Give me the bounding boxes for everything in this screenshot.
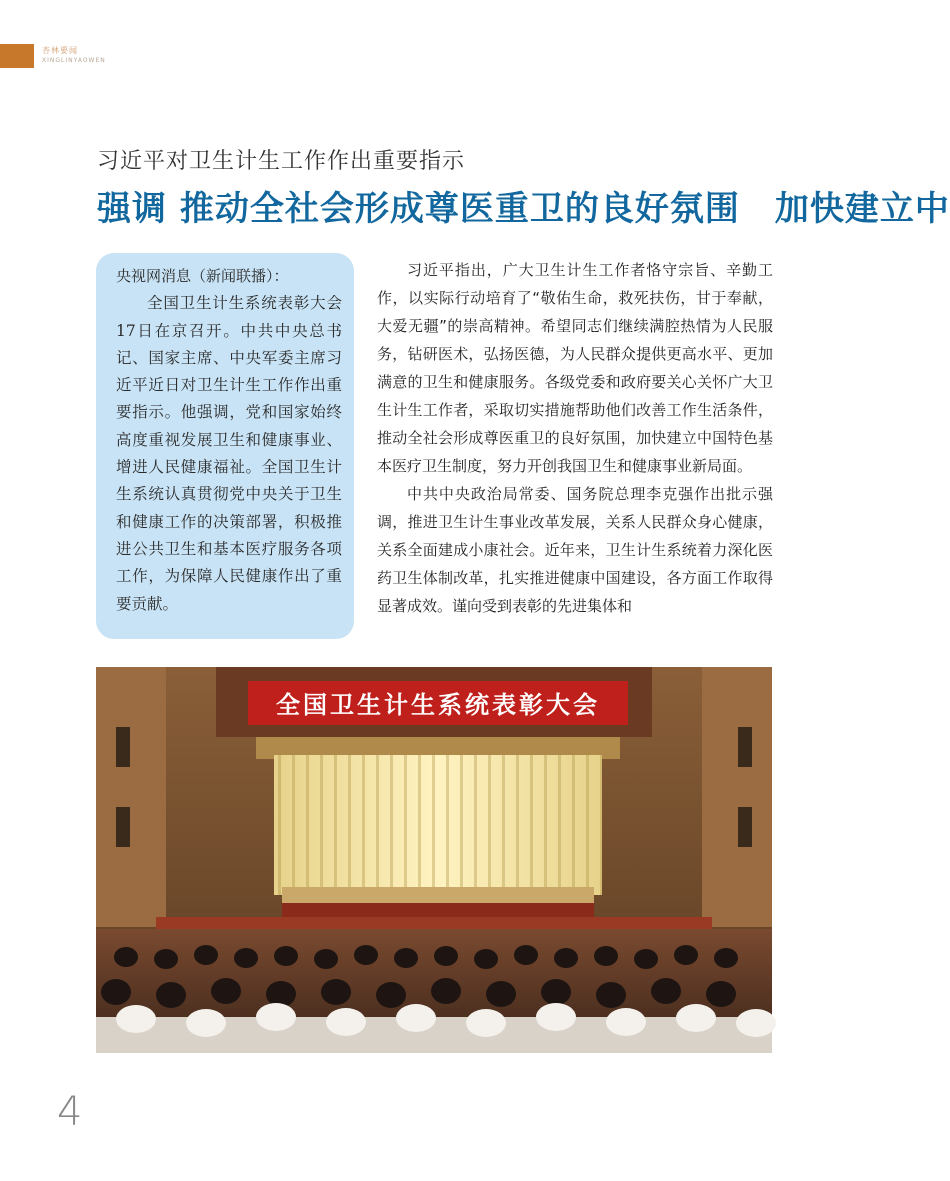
article-paragraph-2: 中共中央政治局常委、国务院总理李克强作出批示强调，推进卫生计生事业改革发展，关系人民群众身心健康，关系全面建成小康社会。近年来，卫生计生系统着力深化医药卫生体制改革，扎实推进健康中国建设，各方面工作取得显著成效。谨向受到表彰的先进集体和 <box>377 485 773 615</box>
article-paragraph-1: 习近平指出，广大卫生计生工作者恪守宗旨、辛勤工作，以实际行动培育了“敬佑生命，救死扶伤，甘于奉献，大爱无疆”的崇高精神。希望同志们继续满腔热情为人民服务，钻研医术，弘扬医德，为人民群众提供更高水平、更加满意的卫生和健康服务。各级党委和政府要关心关怀广大卫生计生工作者，采取切实措施帮助他们改善工作生活条件，推动全社会形成尊医重卫的良好氛围，加快建立中国特色基本医疗卫生制度，努力开创我国卫生和健康事业新局面。 <box>377 261 773 475</box>
article-body <box>377 256 773 620</box>
summary-text: 全国卫生计生系统表彰大会17日在京召开。中共中央总书记、国家主席、中央军委主席习近平近日对卫生计生工作作出重要指示。他强调，党和国家始终高度重视发展卫生和健康事业、增进人民健康福祉。全国卫生计生系统认真贯彻党中央关于卫生和健康工作的决策部署，积极推进公共卫生和基本医疗服务各项工作，为保障人民健康作出了重要贡献。 <box>116 294 342 613</box>
section-marker-bar <box>0 44 34 68</box>
page-number: 4 <box>57 1089 83 1135</box>
conference-photo <box>96 667 772 1053</box>
summary-box <box>96 253 354 639</box>
summary-source: 央视网消息（新闻联播）： <box>116 267 289 285</box>
banner-text: 全国卫生计生系统表彰大会 <box>276 691 600 719</box>
section-label: 杏林要闻 <box>42 46 78 55</box>
conference-hall-illustration <box>96 667 772 1053</box>
article-headline: 强调 推动全社会形成尊医重卫的良好氛围 加快建立中 <box>97 189 950 229</box>
article-kicker: 习近平对卫生计生工作作出重要指示 <box>97 149 466 174</box>
section-label-pinyin: XINGLINYAOWEN <box>42 57 106 64</box>
